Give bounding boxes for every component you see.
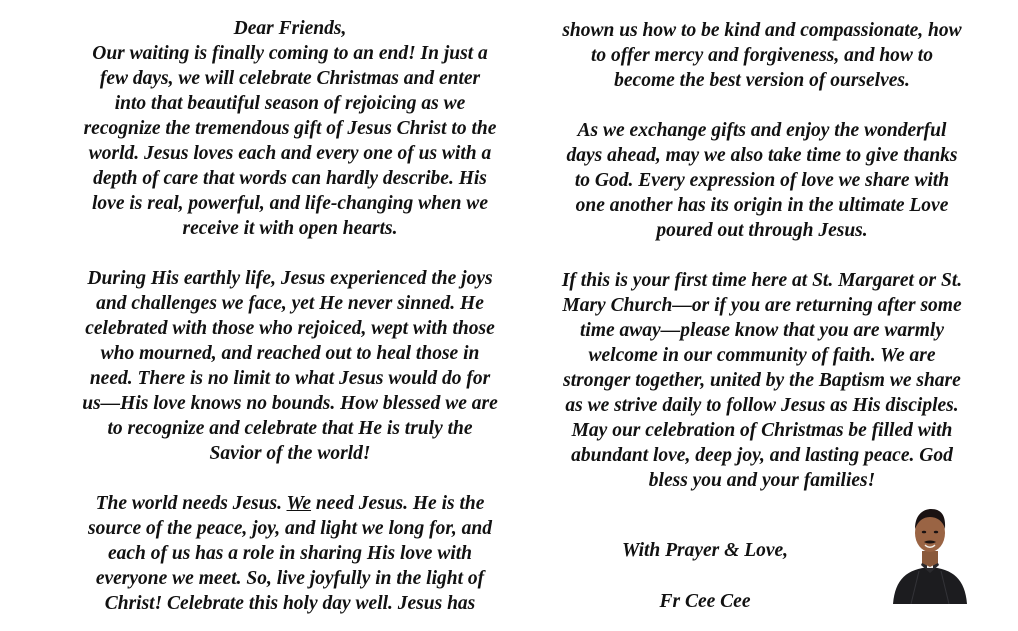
letter-left-column	[52, 16, 528, 616]
text-line: to recognize and celebrate that He is truly the	[107, 418, 473, 439]
text-line: bless you and your families!	[648, 470, 876, 491]
text-line: time away—please know that you are warmly	[580, 320, 944, 341]
text-line: celebrated with those who rejoiced, wept with those	[85, 318, 495, 339]
text-line: depth of care that words can hardly describe. His	[93, 168, 487, 189]
text-line: need. There is no limit to what Jesus would do for	[89, 368, 491, 389]
text-line: Christ! Celebrate this holy day well. Jesus has	[104, 593, 476, 614]
text-line: world. Jesus loves each and every one of us with a	[88, 143, 492, 164]
gifts-paragraph	[530, 118, 994, 243]
text-line: welcome in our community of faith. We are	[588, 345, 936, 366]
text-line: If this is your first time here at St. Margaret or St.	[561, 270, 963, 291]
text-line: as we strive daily to follow Jesus as His disciples.	[565, 395, 959, 416]
text-line: one another has its origin in the ultimate Love	[575, 195, 949, 216]
text-line: Savior of the world!	[209, 443, 371, 464]
text-line: to God. Every expression of love we share with	[574, 170, 950, 191]
text-line: become the best version of ourselves.	[614, 70, 910, 91]
text-line: to offer mercy and forgiveness, and how to	[591, 45, 933, 66]
text-line: and challenges we face, yet He never sinned. He	[96, 293, 484, 314]
text-line: into that beautiful season of rejoicing as we	[114, 93, 466, 114]
text-line: abundant love, deep joy, and lasting peace. God	[571, 445, 953, 466]
text-line: recognize the tremendous gift of Jesus Christ to the	[83, 118, 497, 139]
underlined-word: We	[286, 493, 312, 514]
letter-right-column	[530, 18, 994, 493]
text-line: Mary Church—or if you are returning after some	[562, 295, 962, 316]
signoff: With Prayer & Love,	[621, 540, 789, 561]
text-line: receive it with open hearts.	[182, 218, 398, 239]
text-line: love is real, powerful, and life-changing when we	[92, 193, 488, 214]
text-line: few days, we will celebrate Christmas and enter	[99, 68, 481, 89]
salutation: Dear Friends,	[233, 18, 347, 39]
text-fragment: The world needs Jesus.	[95, 493, 282, 514]
text-line: May our celebration of Christmas be filled with	[571, 420, 953, 441]
text-line: who mourned, and reached out to heal those in	[100, 343, 480, 364]
welcome-paragraph	[530, 268, 994, 493]
text-line: During His earthly life, Jesus experienced the joys	[87, 268, 493, 289]
text-line: stronger together, united by the Baptism we share	[563, 370, 961, 391]
text-line: source of the peace, joy, and light we long for, and	[88, 518, 492, 539]
text-line: us—His love knows no bounds. How blessed we are	[82, 393, 498, 414]
greeting-paragraph	[52, 16, 528, 241]
text-fragment: need Jesus. He is the	[315, 493, 485, 514]
earthly-life-paragraph	[52, 266, 528, 466]
text-line	[52, 491, 528, 516]
continuation-paragraph	[530, 18, 994, 93]
text-line: days ahead, may we also take time to give thanks	[566, 145, 958, 166]
text-line: As we exchange gifts and enjoy the wonderful	[577, 120, 947, 141]
text-line: each of us has a role in sharing His love with	[107, 543, 473, 564]
text-line: Our waiting is finally coming to an end! In just a	[92, 43, 488, 64]
text-line: shown us how to be kind and compassionate, how	[562, 20, 962, 41]
priest-portrait-photo	[889, 499, 971, 604]
signature: Fr Cee Cee	[659, 591, 751, 612]
text-line: poured out through Jesus.	[656, 220, 868, 241]
text-line: everyone we meet. So, live joyfully in the light of	[95, 568, 485, 589]
world-needs-jesus-paragraph	[52, 491, 528, 616]
